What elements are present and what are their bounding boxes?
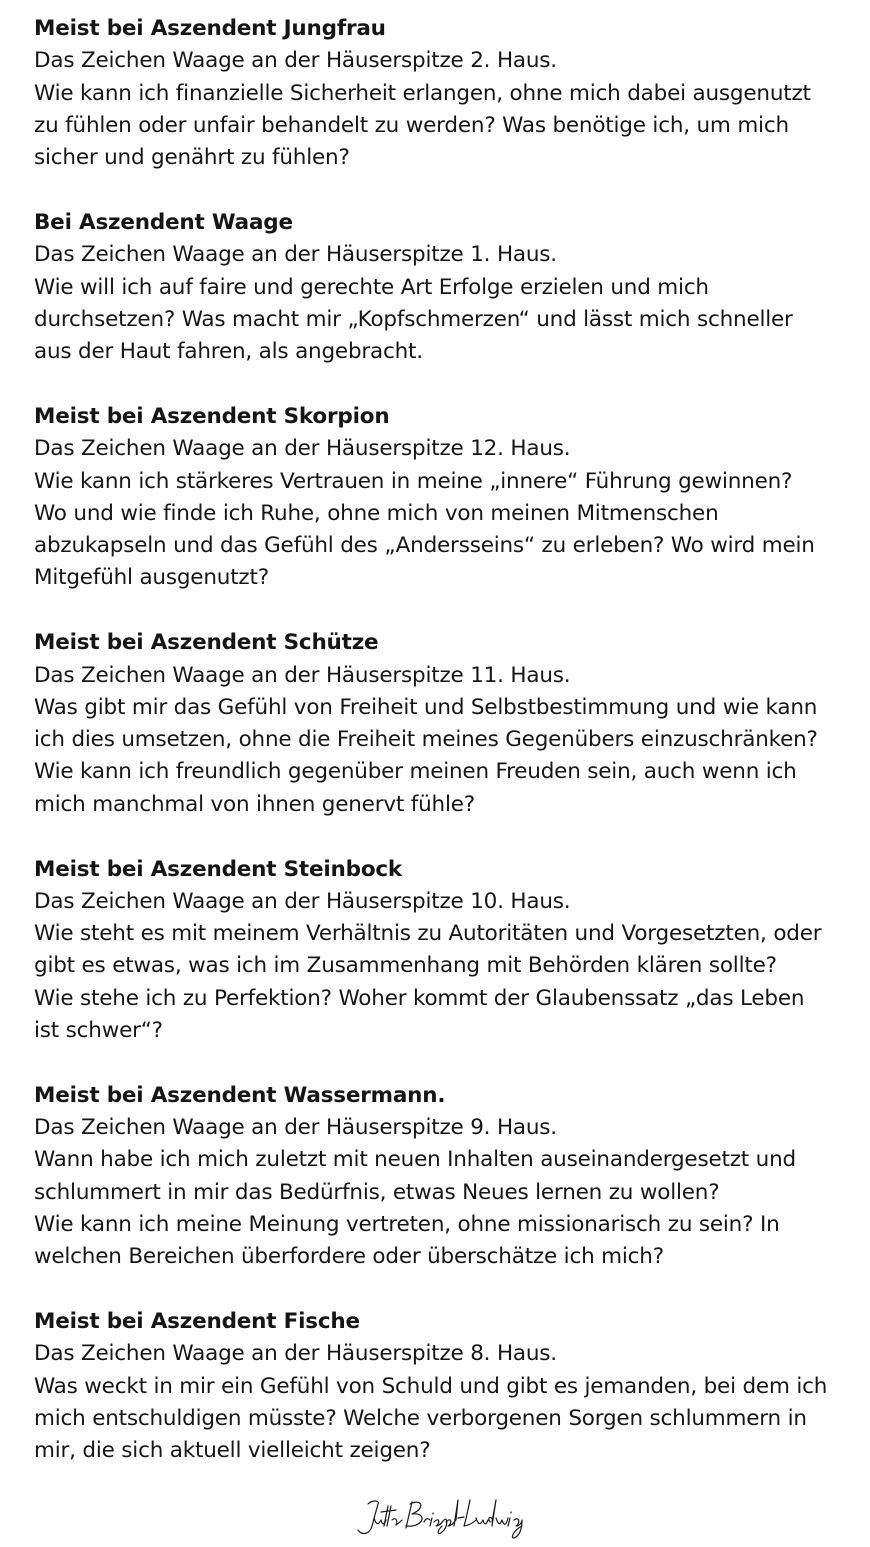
section-line: ich dies umsetzen, ohne die Freiheit meines Gegenübers einzuschränken? (34, 727, 818, 753)
section-line: mich manchmal von ihnen genervt fühle? (34, 791, 475, 817)
section-line: Wie stehe ich zu Perfektion? Woher kommt der Glaubenssatz „das Leben (34, 985, 805, 1011)
section-steinbock (34, 854, 844, 1048)
section-line: Wie will ich auf faire und gerechte Art Erfolge erzielen und mich (34, 274, 709, 300)
section-line: Was gibt mir das Gefühl von Freiheit und Selbstbestimmung und wie kann (34, 694, 818, 720)
section-line: Das Zeichen Waage an der Häuserspitze 2. Haus. (34, 48, 557, 74)
section-line: Wo und wie finde ich Ruhe, ohne mich von meinen Mitmenschen (34, 500, 719, 526)
section-line: sicher und genährt zu fühlen? (34, 145, 350, 171)
section-line: zu fühlen oder unfair behandelt zu werden? Was benötige ich, um mich (34, 112, 789, 138)
section-line: mich entschuldigen müsste? Welche verborgenen Sorgen schlummern in (34, 1405, 807, 1431)
section-fische (34, 1306, 844, 1467)
section-wassermann (34, 1080, 844, 1274)
section-line: Das Zeichen Waage an der Häuserspitze 1. Haus. (34, 242, 557, 268)
section-heading: Meist bei Aszendent Schütze (34, 630, 379, 656)
section-heading: Meist bei Aszendent Steinbock (34, 856, 403, 882)
section-line: abzukapseln und das Gefühl des „Andersseins“ zu erleben? Wo wird mein (34, 533, 815, 559)
section-line: Wie kann ich stärkeres Vertrauen in meine „innere“ Führung gewinnen? (34, 468, 793, 494)
section-line: Das Zeichen Waage an der Häuserspitze 10. Haus. (34, 888, 571, 914)
section-line: Mitgefühl ausgenutzt? (34, 565, 269, 591)
section-heading: Bei Aszendent Waage (34, 209, 293, 235)
section-line: Das Zeichen Waage an der Häuserspitze 11. Haus. (34, 662, 571, 688)
author-signature (350, 1492, 530, 1542)
section-line: aus der Haut fahren, als angebracht. (34, 339, 423, 365)
section-line: Das Zeichen Waage an der Häuserspitze 12. Haus. (34, 436, 571, 462)
section-heading: Meist bei Aszendent Skorpion (34, 403, 390, 429)
section-schuetze (34, 627, 844, 821)
section-heading: Meist bei Aszendent Fische (34, 1309, 360, 1335)
section-heading: Meist bei Aszendent Jungfrau (34, 16, 386, 41)
section-heading: Meist bei Aszendent Wassermann. (34, 1082, 446, 1108)
section-line: Wie steht es mit meinem Verhältnis zu Autoritäten und Vorgesetzten, oder (34, 921, 822, 947)
section-jungfrau (34, 13, 844, 174)
section-line: Was weckt in mir ein Gefühl von Schuld und gibt es jemanden, bei dem ich (34, 1373, 828, 1399)
section-line: Wie kann ich finanzielle Sicherheit erlangen, ohne mich dabei ausgenutzt (34, 80, 811, 106)
section-waage (34, 207, 844, 368)
section-line: welchen Bereichen überfordere oder überschätze ich mich? (34, 1244, 664, 1270)
section-line: ist schwer“? (34, 1018, 163, 1044)
section-line: gibt es etwas, was ich im Zusammenhang mit Behörden klären sollte? (34, 953, 777, 979)
section-skorpion (34, 401, 844, 595)
section-line: schlummert in mir das Bedürfnis, etwas Neues lernen zu wollen? (34, 1179, 720, 1205)
section-line: Wie kann ich meine Meinung vertreten, ohne missionarisch zu sein? In (34, 1212, 780, 1237)
section-line: Wann habe ich mich zuletzt mit neuen Inhalten auseinandergesetzt und (34, 1147, 796, 1173)
section-line: Das Zeichen Waage an der Häuserspitze 8. Haus. (34, 1341, 557, 1367)
section-line: Das Zeichen Waage an der Häuserspitze 9. Haus. (34, 1115, 557, 1141)
section-line: mir, die sich aktuell vielleicht zeigen? (34, 1438, 431, 1464)
section-line: Wie kann ich freundlich gegenüber meinen Freuden sein, auch wenn ich (34, 759, 797, 785)
section-line: durchsetzen? Was macht mir „Kopfschmerzen“ und lässt mich schneller (34, 306, 793, 332)
document-body (34, 13, 844, 1500)
